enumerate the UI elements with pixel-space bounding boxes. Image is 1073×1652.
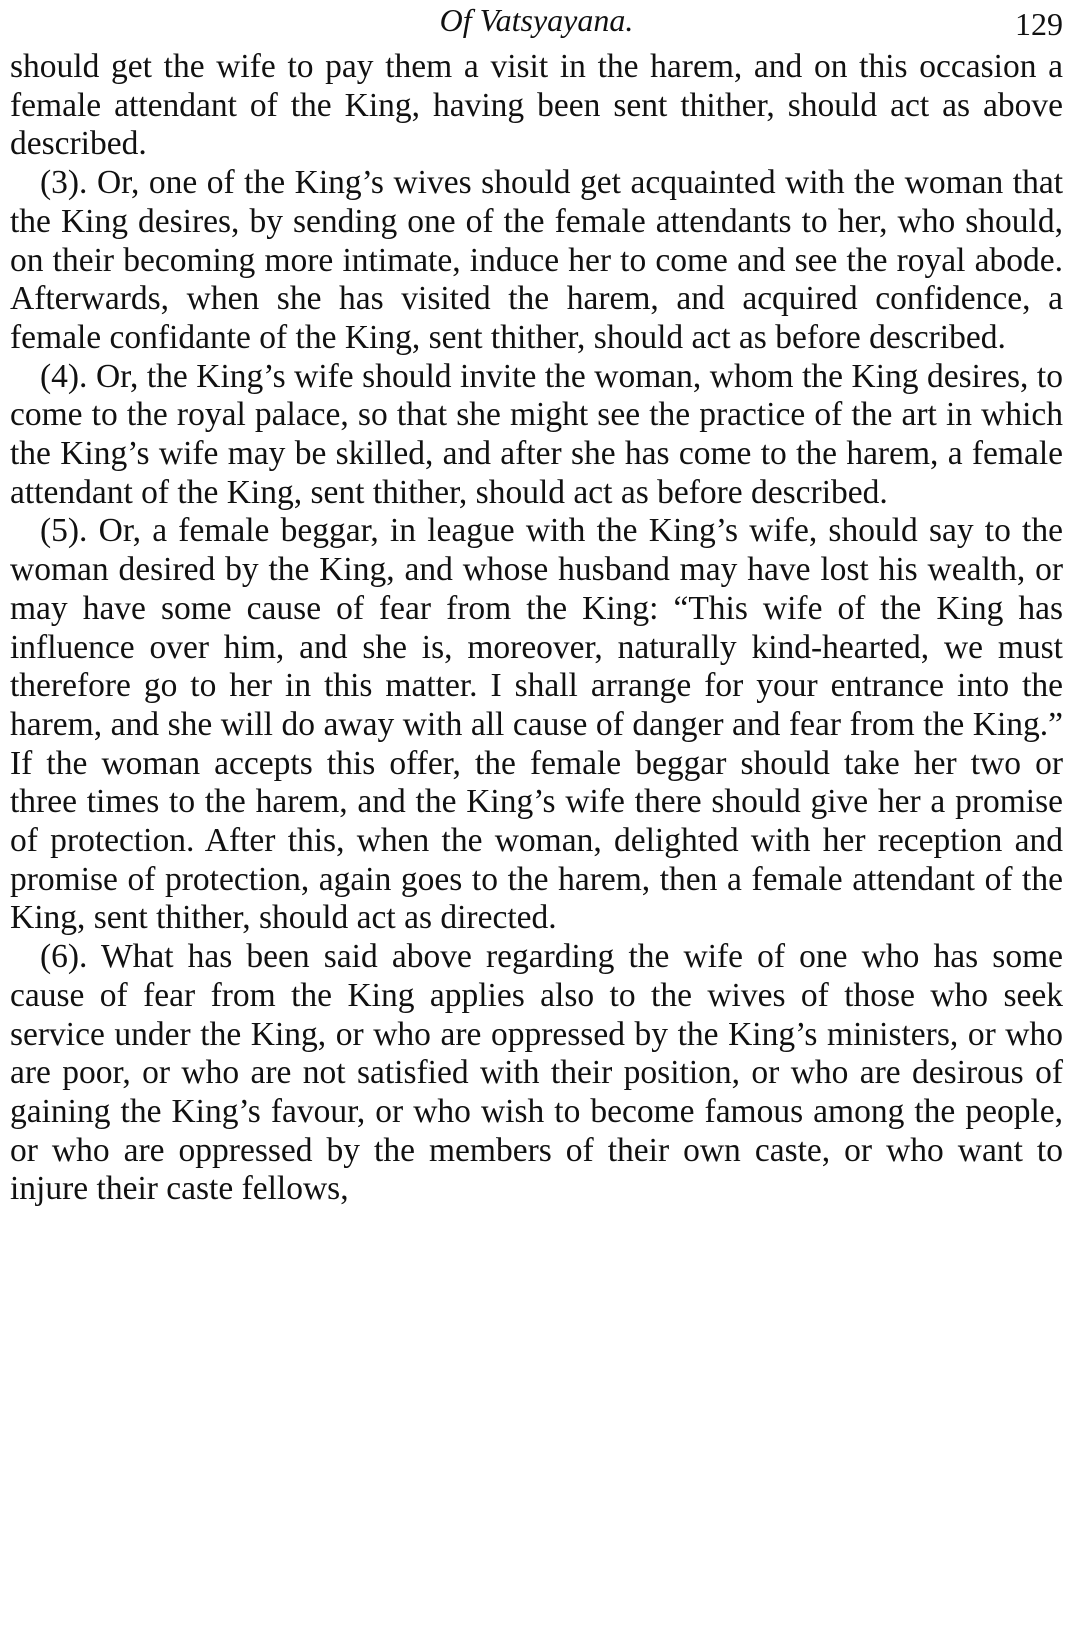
running-title: Of Vatsyayana. bbox=[439, 2, 634, 38]
body-text bbox=[10, 48, 1063, 1209]
running-header bbox=[10, 0, 1063, 48]
page-number: 129 bbox=[1015, 6, 1063, 42]
book-page bbox=[10, 0, 1063, 1652]
paragraph-3: (3). Or, one of the King’s wives should get acquainted with the woman that the King desires, by sending one of the female attendants to her, who should, on their becoming more intimate, induce her to come and see the royal abode. Afterwards, when she has visited the harem, and acquired confidence, a female confidante of the King, sent thither, should act as before described. bbox=[10, 164, 1063, 356]
paragraph-4: (4). Or, the King’s wife should invite the woman, whom the King desires, to come to the royal palace, so that she might see the practice of the art in which the King’s wife may be skilled, and after she has come to the harem, a female attendant of the King, sent thither, should act as before described. bbox=[10, 357, 1063, 511]
paragraph-continuation: should get the wife to pay them a visit in the harem, and on this occasion a female attendant of the King, having been sent thither, should act as above described. bbox=[10, 48, 1063, 163]
paragraph-5: (5). Or, a female beggar, in league with the King’s wife, should say to the woman desired by the King, and whose husband may have lost his wealth, or may have some cause of fear from the King: “This wife of the King has influence over him, and she is, moreover, naturally kind-hearted, we must therefore go to her in this matter. I shall arrange for your entrance into the harem, and she will do away with all cause of danger and fear from the King.” If the woman accepts this offer, the female beggar should take her two or three times to the harem, and the King’s wife there should give her a promise of protection. After this, when the woman, delighted with her reception and promise of protection, again goes to the harem, then a female attendant of the King, sent thither, should act as directed. bbox=[10, 512, 1063, 937]
paragraph-6: (6). What has been said above regarding the wife of one who has some cause of fear from the King applies also to the wives of those who seek service under the King, or who are oppressed by the King’s ministers, or who are poor, or who are not satisfied with their position, or who are desirous of gaining the King’s favour, or who wish to become famous among the people, or who are oppressed by the members of their own caste, or who want to injure their caste fellows, bbox=[10, 938, 1063, 1208]
